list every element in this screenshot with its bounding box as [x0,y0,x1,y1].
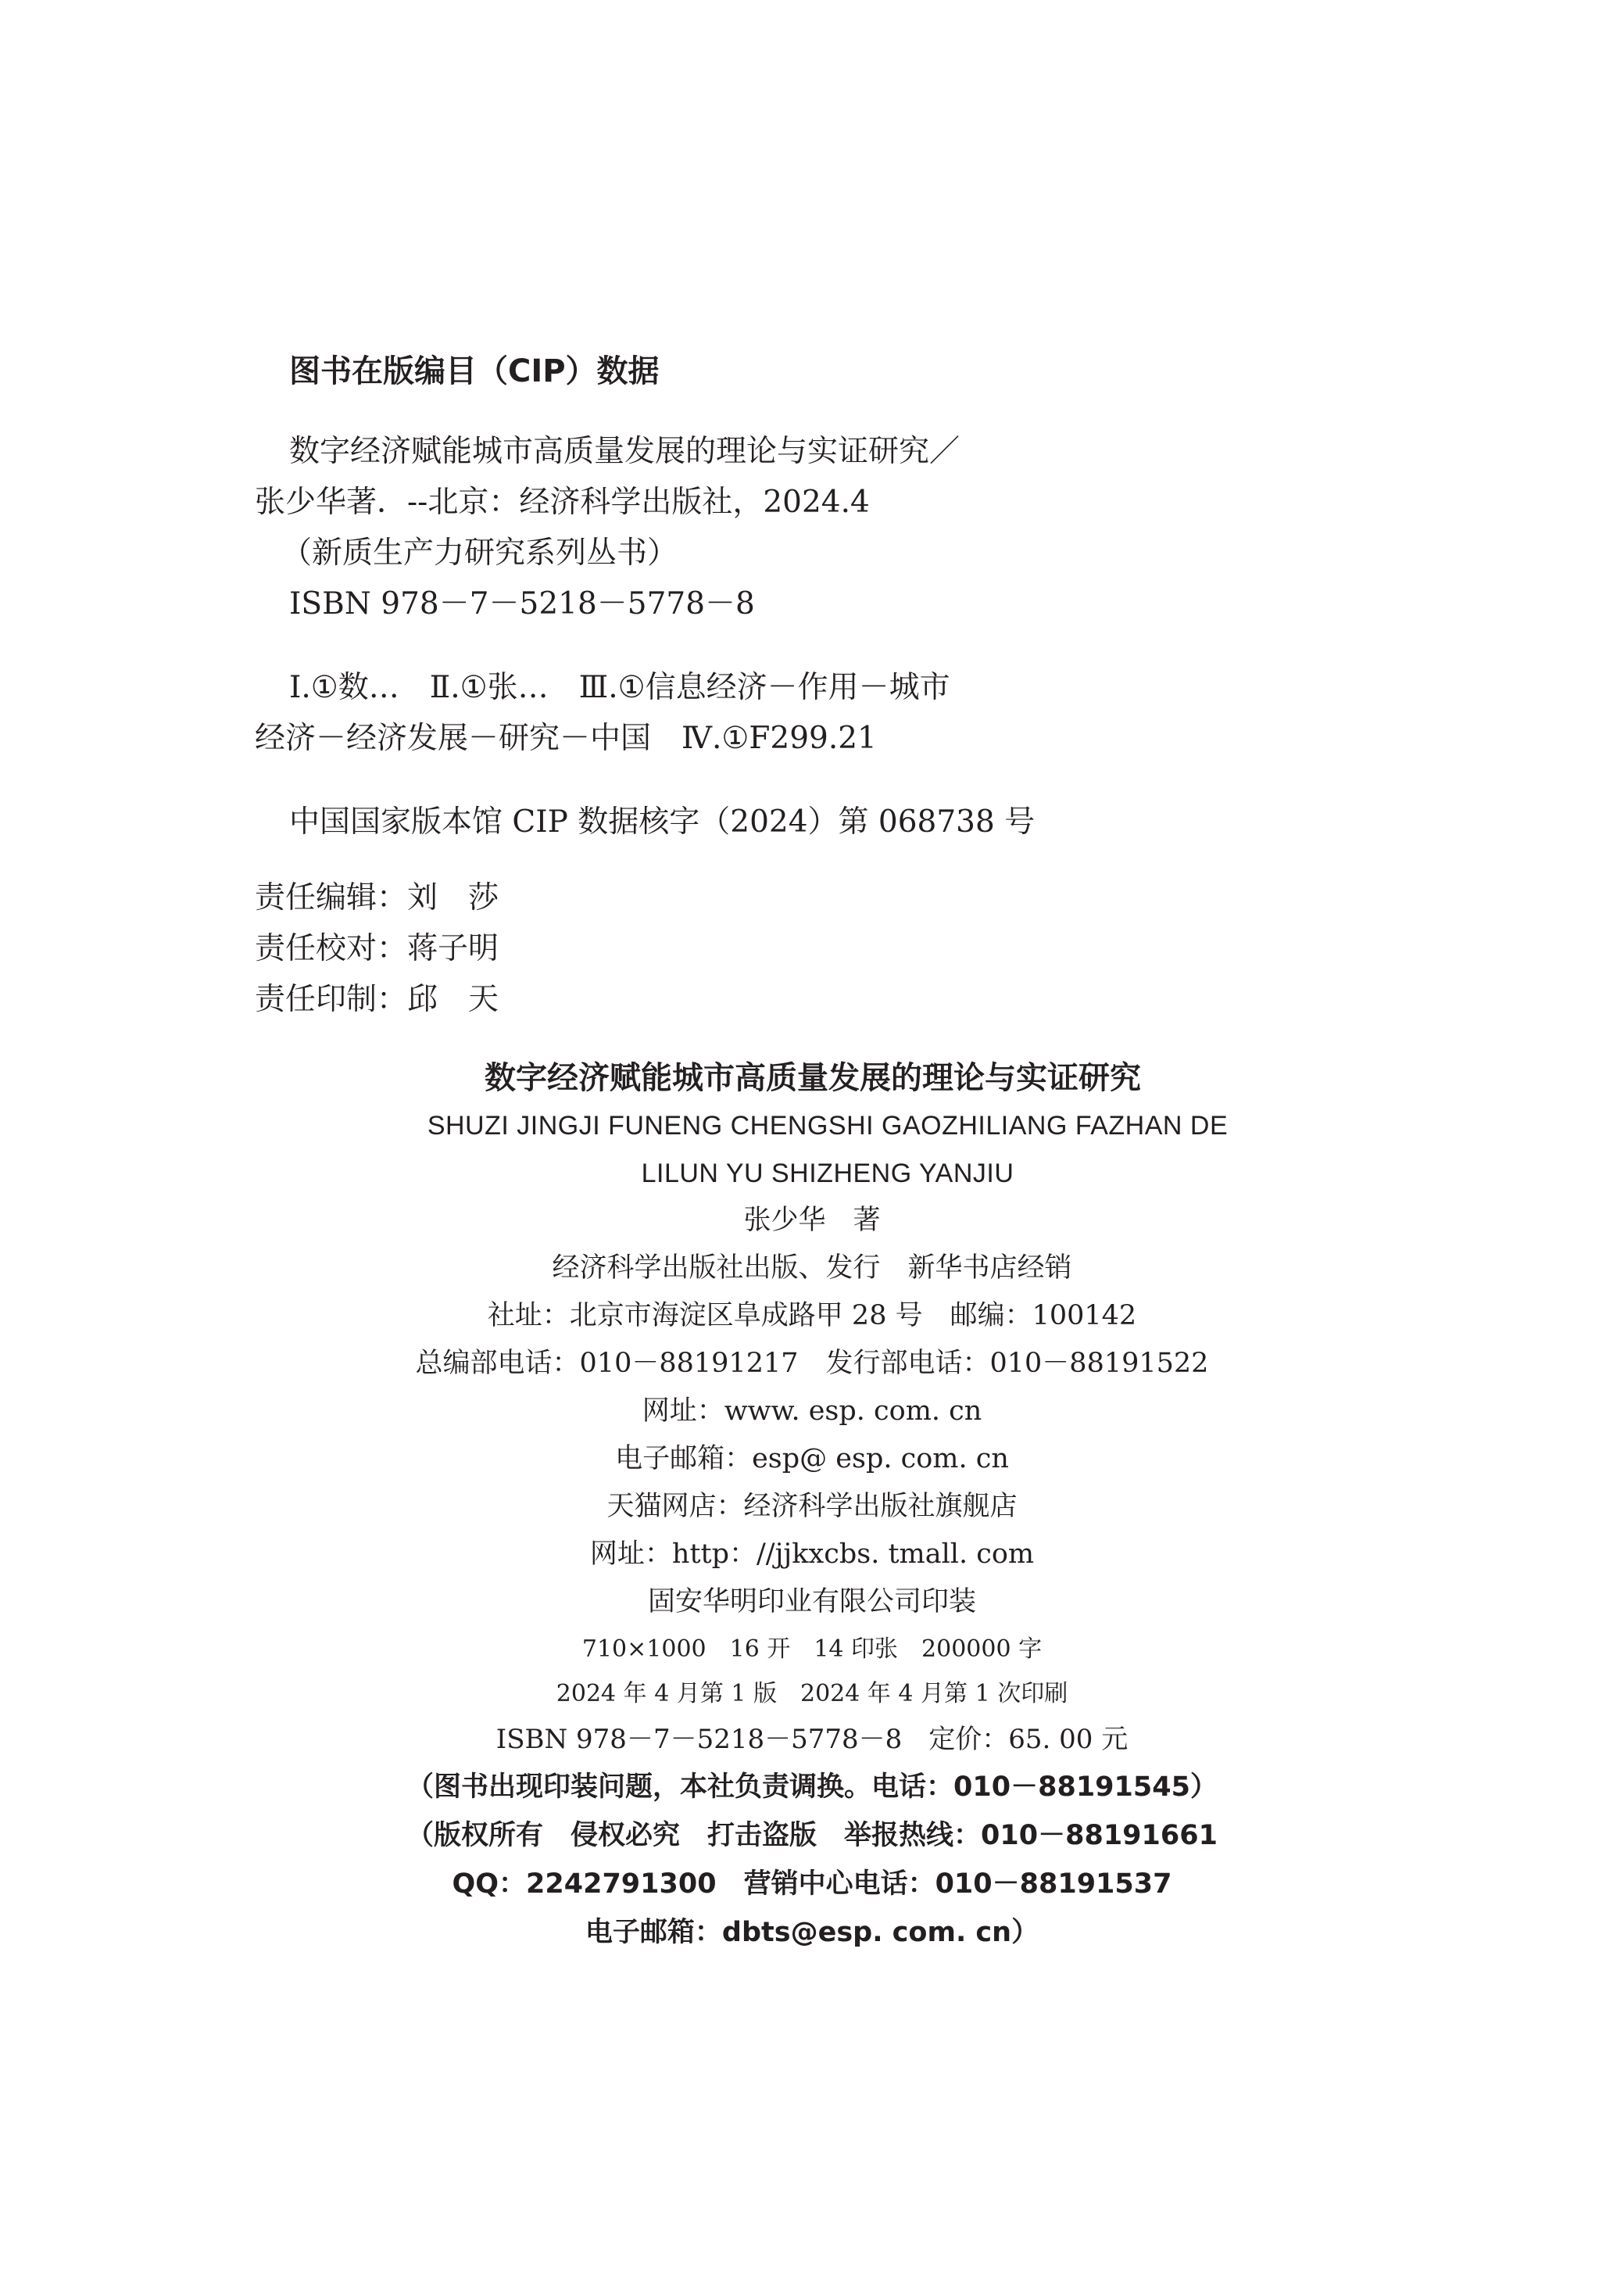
isbn-price-line: ISBN 978－7－5218－5778－8 定价：65. 00 元 [495,1724,1129,1755]
proofreader: 责任校对：蒋子明 [255,931,499,966]
notice-line-3: QQ：2242791300 营销中心电话：010－88191537 [452,1868,1172,1900]
printer-line: 固安华明印业有限公司印装 [647,1586,976,1617]
notice-line-4: 电子邮箱：dbts@esp. com. cn） [585,1917,1039,1948]
cip-subject-line: Ⅰ.①数… Ⅱ.①张… Ⅲ.①信息经济－作用－城市 [289,670,950,705]
print-supervisor: 责任印制：邱 天 [255,982,499,1017]
website-line: 网址：www. esp. com. cn [642,1395,982,1427]
editor-in-charge: 责任编辑：刘 莎 [255,880,499,915]
format-line: 710×1000 16 开 14 印张 200000 字 [581,1635,1043,1663]
cip-title-line: 数字经济赋能城市高质量发展的理论与实证研究／ [289,434,960,469]
phone-line: 总编部电话：010－88191217 发行部电话：010－88191522 [415,1348,1209,1379]
edition-line: 2024 年 4 月第 1 版 2024 年 4 月第 1 次印刷 [556,1680,1068,1707]
address-line: 社址：北京市海淀区阜成路甲 28 号 邮编：100142 [487,1300,1137,1331]
notice-line-2: （版权所有 侵权必究 打击盗版 举报热线：010－88191661 [406,1820,1218,1851]
cip-subject-line-2: 经济－经济发展－研究－中国 Ⅳ.①F299.21 [255,721,877,756]
cip-series-line: （新质生产力研究系列丛书） [281,536,678,571]
book-title: 数字经济赋能城市高质量发展的理论与实证研究 [485,1060,1141,1096]
tmall-store-line: 天猫网店：经济科学出版社旗舰店 [606,1491,1018,1522]
book-title-pinyin-2: LILUN YU SHIZHENG YANJIU [641,1159,1014,1188]
cip-isbn-line: ISBN 978－7－5218－5778－8 [289,586,755,621]
tmall-website-line: 网址：http：//jjkxcbs. tmall. com [589,1538,1035,1570]
cip-author-line: 张少华著．--北京：经济科学出版社，2024.4 [255,485,870,520]
cip-heading: 图书在版编目（CIP）数据 [289,353,660,389]
email-line: 电子邮箱：esp@ esp. com. cn [615,1443,1009,1474]
notice-line-1: （图书出现印装问题，本社负责调换。电话：010－88191545） [406,1771,1218,1803]
publisher-line: 经济科学出版社出版、发行 新华书店经销 [552,1252,1072,1284]
cip-record-number: 中国国家版本馆 CIP 数据核字（2024）第 068738 号 [289,804,1036,840]
book-title-pinyin-1: SHUZI JINGJI FUNENG CHENGSHI GAOZHILIANG FAZHAN DE [427,1111,1229,1141]
book-author: 张少华 著 [743,1205,881,1236]
